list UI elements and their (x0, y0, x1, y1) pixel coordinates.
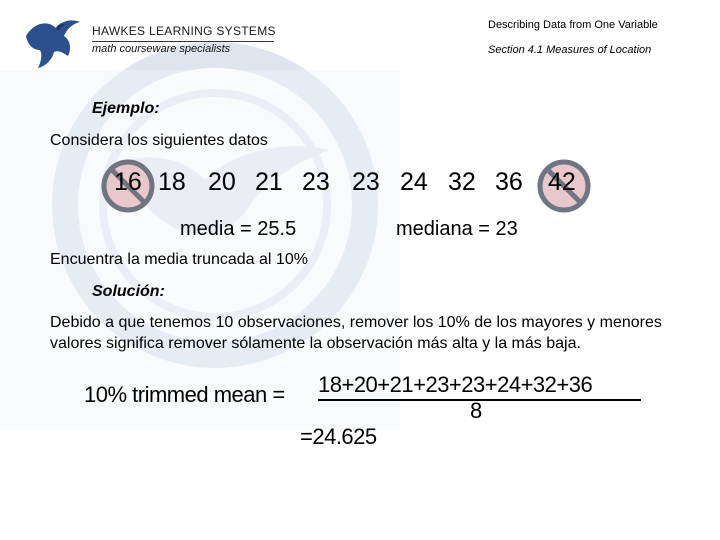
data-value: 21 (255, 168, 283, 196)
trimmed-mean-formula (84, 372, 664, 452)
data-value: 18 (158, 168, 186, 196)
data-value: 36 (495, 168, 523, 196)
solution-text: Debido a que tenemos 10 observaciones, remover los 10% de los mayores y menores valores significa remover sólamente la observación más alta y la más baja. (50, 314, 662, 352)
eagle-logo-icon (22, 14, 84, 70)
data-values (90, 168, 600, 202)
data-value: 16 (114, 168, 142, 196)
data-value: 24 (400, 168, 428, 196)
data-value: 20 (208, 168, 236, 196)
example-heading: Ejemplo: (92, 100, 160, 117)
data-value: 23 (352, 168, 380, 196)
slide-title: Describing Data from One Variable (488, 19, 658, 31)
example-prompt: Considera los siguientes datos (50, 132, 268, 149)
data-value: 32 (448, 168, 476, 196)
task-text: Encuentra la media truncada al 10% (50, 251, 308, 268)
formula-denominator: 8 (470, 398, 483, 423)
data-value: 42 (548, 168, 576, 196)
solution-heading: Solución: (92, 283, 165, 300)
data-value: 23 (302, 168, 330, 196)
formula-numerator: 18+20+21+23+23+24+32+36 (318, 372, 593, 397)
slide-subtitle: Section 4.1 Measures of Location (488, 44, 652, 56)
mean-value: media = 25.5 (180, 218, 297, 240)
header-branding (92, 24, 276, 55)
header-section (488, 19, 658, 56)
company-name: HAWKES LEARNING SYSTEMS (92, 24, 276, 38)
header-rule (92, 41, 274, 42)
formula-result: =24.625 (300, 424, 377, 449)
median-value: mediana = 23 (396, 218, 518, 240)
formula-label: 10% trimmed mean = (84, 382, 285, 407)
company-tagline: math courseware specialists (92, 43, 231, 55)
